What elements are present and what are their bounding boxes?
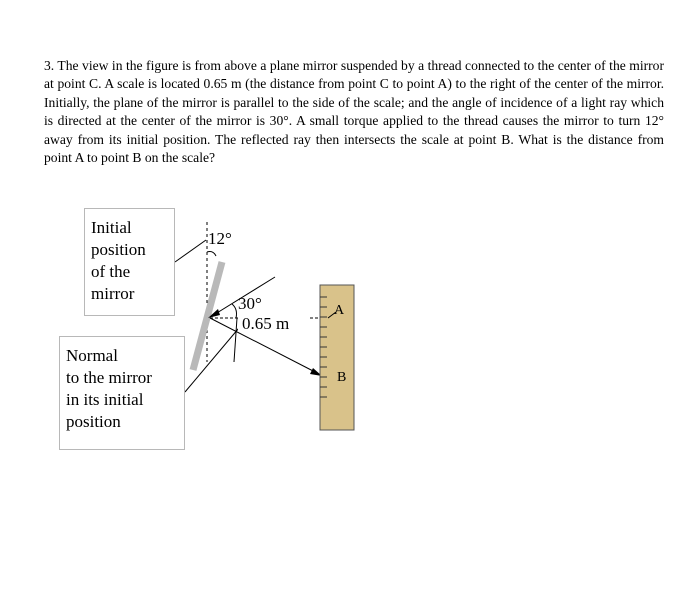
normal-line-2: to the mirror [66, 368, 152, 387]
distance-label: 0.65 m [242, 314, 290, 333]
point-a-label: A [334, 303, 345, 318]
point-b-label: B [337, 370, 347, 385]
normal-box [59, 336, 185, 450]
incidence-angle-arc [232, 304, 237, 318]
initial-label-leader [175, 240, 206, 262]
initial-line-3: of the [91, 262, 131, 281]
distance-leader [234, 318, 237, 362]
normal-line-4: position [66, 412, 121, 431]
normal-line-1: Normal [66, 346, 118, 365]
turn-angle-label: 12° [208, 229, 232, 248]
initial-line-2: position [91, 240, 146, 259]
turn-angle-arc [207, 252, 216, 257]
normal-line-3: in its initial [66, 390, 144, 409]
initial-line-4: mirror [91, 284, 135, 303]
incidence-angle-label: 30° [238, 294, 262, 313]
problem-text: 3. The view in the figure is from above a plane mirror suspended by a thread connected to the center of the mirror at point C. A scale is located 0.65 m (the distance from point C to point A) to the right of the center of the mirror. Initially, the plane of the mirror is parallel to the side of the scale; and the angle of incidence of a light ray which is directed at the center of the mirror is 30°. A small torque applied to the thread causes the mirror to turn 12° away from its initial position. The reflected ray then intersects the scale at point B. What is the distance from point A to point B on the scale? [44, 58, 664, 166]
initial-position-box [84, 208, 175, 316]
initial-line-1: Initial [91, 218, 132, 237]
